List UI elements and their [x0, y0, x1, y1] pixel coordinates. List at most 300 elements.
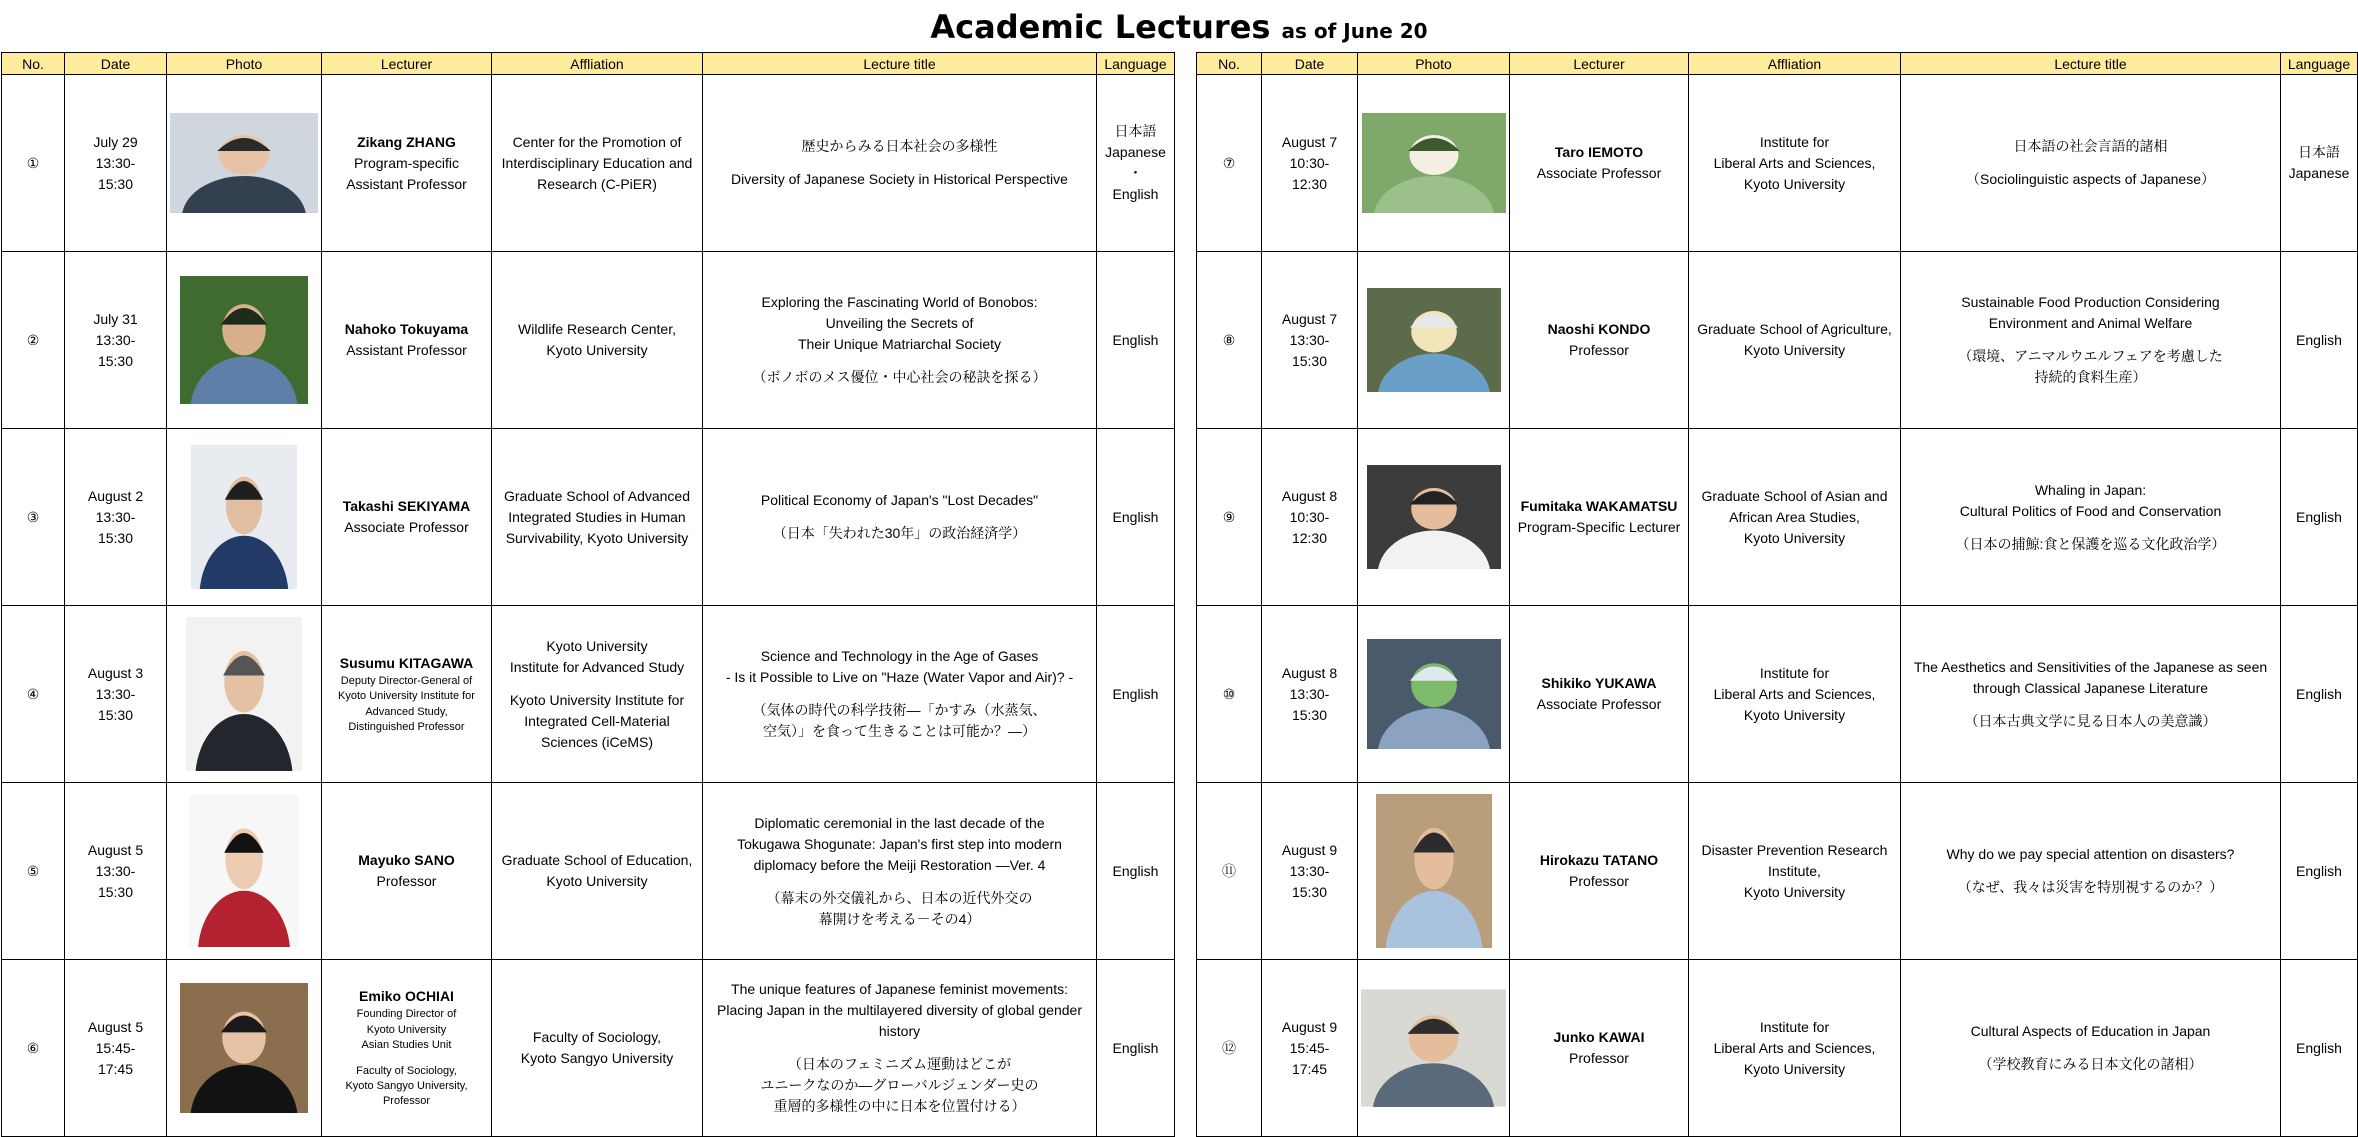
language-line: Japanese	[1105, 144, 1166, 160]
lecture-title-line: 日本語の社会言語的諸相	[2013, 138, 2168, 154]
lecture-table-left	[1, 52, 1175, 1137]
lecturer-affiliation	[1689, 252, 1901, 429]
lecturer-name: Shikiko YUKAWA	[1541, 675, 1657, 691]
affiliation-line: Kyoto Sangyo University	[520, 1050, 674, 1066]
lecturer-position: Distinguished Professor	[348, 720, 465, 733]
affiliation-line: Liberal Arts and Sciences,	[1713, 1039, 1876, 1056]
date-line: August 8	[1281, 664, 1338, 681]
lecturer-position: Deputy Director-General of	[340, 674, 473, 687]
affiliation-line: Survivability, Kyoto University	[505, 529, 689, 546]
date-line: August 5	[87, 841, 144, 858]
lecture-title-line: Sustainable Food Production Considering	[1961, 294, 2220, 310]
lecturer-position: Advanced Study,	[365, 705, 448, 718]
lecturer	[322, 960, 492, 1137]
lecture-title-line: Diplomatic ceremonial in the last decade of the	[754, 814, 1045, 831]
date-line: 13:30-	[95, 862, 136, 879]
lecturer-photo-cell	[167, 606, 322, 783]
lecturer-position: Professor	[376, 873, 437, 889]
date-line: August 2	[87, 487, 144, 504]
lecturer-position: Professor	[382, 1095, 431, 1108]
lecture-title-line: Cultural Politics of Food and Conservation	[1959, 502, 2222, 519]
lecturer-position: Professor	[1569, 342, 1629, 358]
affiliation-line: Sciences (iCeMS)	[540, 733, 654, 750]
lecturer-name: Zikang ZHANG	[357, 133, 456, 150]
lecture-title-line: （日本古典文学に見る日本人の美意識）	[1964, 712, 2217, 729]
lecture-date	[65, 429, 167, 606]
affiliation-line: Kyoto University	[1743, 529, 1846, 546]
lecture-title	[1901, 252, 2281, 429]
lecturer-photo	[1361, 794, 1506, 948]
lecturer-position: Professor	[1569, 873, 1629, 889]
date-line: August 3	[87, 664, 144, 681]
language-line: Japanese	[2288, 165, 2350, 181]
date-line: July 29	[93, 133, 138, 150]
lecturer-name: Mayuko SANO	[358, 852, 455, 868]
lecturer-photo	[170, 445, 318, 589]
lecture-date	[1262, 783, 1358, 960]
lecture-title-line: （学校教育にみる日本文化の諸相）	[1978, 1056, 2203, 1072]
lecture-number: ③	[2, 429, 65, 606]
language-line: English	[2296, 331, 2342, 348]
lecturer	[322, 606, 492, 783]
lecture-title-line: （環境、アニマルウエルフェアを考慮した	[1958, 348, 2223, 364]
lecturer-position-detail	[325, 1007, 488, 1109]
col-header-lecturer: Lecturer	[322, 53, 492, 75]
lecturer-photo-cell	[1358, 75, 1510, 252]
date-line: 13:30-	[95, 331, 136, 348]
spacer	[325, 1054, 488, 1064]
lecturer-photo	[1361, 639, 1506, 749]
lecture-number: ⑧	[1197, 252, 1262, 429]
lecturer-photo	[1361, 989, 1506, 1107]
lecturer	[322, 429, 492, 606]
date-line: 17:45	[97, 1060, 134, 1077]
lecturer-affiliation	[1689, 606, 1901, 783]
lecture-language	[2281, 252, 2358, 429]
date-line: 15:30	[97, 352, 134, 369]
lecturer	[1510, 606, 1689, 783]
date-line: August 7	[1281, 133, 1338, 150]
lecturer	[322, 783, 492, 960]
lecture-table-right	[1196, 52, 2358, 1137]
lecturer-position: Professor	[1569, 1050, 1629, 1066]
lecture-language	[2281, 783, 2358, 960]
lecturer-name: Fumitaka WAKAMATSU	[1520, 498, 1678, 514]
date-line: 13:30-	[1289, 331, 1330, 348]
spacer	[706, 876, 1093, 888]
lecturer-affiliation	[492, 960, 703, 1137]
lecture-date	[1262, 429, 1358, 606]
col-header-no: No.	[1197, 53, 1262, 75]
affiliation-line: Institute for Advanced Study	[509, 658, 685, 675]
lecture-title-line: （日本の捕鯨:食と保護を巡る文化政治学）	[1955, 535, 2226, 552]
lecture-number: ⑪	[1197, 783, 1262, 960]
lecturer	[322, 252, 492, 429]
language-line: English	[2296, 685, 2342, 702]
lecture-language	[2281, 429, 2358, 606]
language-line: ・	[1128, 165, 1143, 181]
lecture-title-line: The unique features of Japanese feminist movements:	[731, 981, 1068, 997]
language-line: English	[1112, 685, 1159, 702]
lecturer-name: Nahoko Tokuyama	[344, 321, 469, 337]
spacer	[495, 678, 699, 690]
lecture-title	[1901, 783, 2281, 960]
lecture-title	[703, 252, 1097, 429]
table-row	[1197, 252, 2358, 429]
col-header-no: No.	[2, 53, 65, 75]
lecturer-position: Asian Studies Unit	[361, 1039, 452, 1052]
lecture-title	[703, 429, 1097, 606]
date-line: 17:45	[1291, 1060, 1328, 1077]
lecture-title-line: （幕末の外交儀礼から、日本の近代外交の	[766, 889, 1033, 906]
lecturer-photo-cell	[167, 75, 322, 252]
lecture-title-line: Diversity of Japanese Society in Historical Perspective	[731, 171, 1068, 187]
spacer	[1904, 1042, 2277, 1054]
lecturer-photo	[170, 983, 318, 1113]
affiliation-line: Integrated Cell-Material	[524, 712, 670, 729]
affiliation-line: African Area Studies,	[1729, 508, 1860, 525]
affiliation-line: Institute for	[1759, 664, 1830, 681]
col-header-language: Language	[1097, 53, 1175, 75]
lecturer	[1510, 429, 1689, 606]
language-line: English	[1112, 862, 1159, 879]
lecture-title-line: 歴史からみる日本社会の多様性	[801, 138, 998, 154]
date-line: August 9	[1281, 1018, 1338, 1035]
lecture-number: ①	[2, 75, 65, 252]
language-line: 日本語	[2298, 144, 2340, 160]
lecture-number: ⑩	[1197, 606, 1262, 783]
lecture-title-line: （Sociolinguistic aspects of Japanese）	[1965, 171, 2216, 187]
lecturer-photo	[1361, 465, 1506, 569]
col-header-date: Date	[65, 53, 167, 75]
page-title-date: as of June 20	[1281, 19, 1428, 43]
lecturer-position: Kyoto University Institute for	[338, 690, 475, 703]
date-line: 13:30-	[95, 154, 136, 171]
language-line: English	[1112, 1039, 1159, 1056]
lecture-number: ⑤	[2, 783, 65, 960]
table-row	[2, 429, 1175, 606]
col-header-lecture-title: Lecture title	[1901, 53, 2281, 75]
affiliation-line: Graduate School of Education,	[501, 852, 693, 868]
affiliation-line: Kyoto University Institute for	[509, 691, 685, 708]
lecture-title-line: Tokugawa Shogunate: Japan's first step into modern	[737, 835, 1062, 852]
lecture-title-line: Why do we pay special attention on disasters?	[1946, 846, 2235, 862]
affiliation-line: Center for the Promotion of	[512, 133, 682, 150]
lecturer-position: Kyoto Sangyo University,	[345, 1079, 468, 1092]
affiliation-line: Disaster Prevention Research	[1701, 841, 1888, 858]
spacer	[706, 1042, 1093, 1054]
language-line: English	[1112, 331, 1159, 348]
lecture-title-line: （日本「失われた30年」の政治経済学）	[772, 525, 1027, 541]
affiliation-line: Graduate School of Advanced	[503, 487, 691, 504]
date-line: 15:30	[97, 883, 134, 900]
lecturer-name: Emiko OCHIAI	[359, 988, 454, 1005]
lecture-title-line: through Classical Japanese Literature	[1972, 679, 2209, 696]
lecturer-affiliation	[492, 783, 703, 960]
col-header-affiliation: Affliation	[1689, 53, 1901, 75]
col-header-lecture-title: Lecture title	[703, 53, 1097, 75]
lecture-title-line: ユニークなのか―グローバルジェンダー史の	[760, 1077, 1039, 1093]
lecturer-name: Taro IEMOTO	[1554, 144, 1644, 160]
col-header-date: Date	[1262, 53, 1358, 75]
lecture-title	[703, 606, 1097, 783]
affiliation-line: Research (C-PiER)	[537, 175, 657, 192]
lecturer-photo	[170, 617, 318, 771]
date-line: 12:30	[1291, 175, 1328, 192]
lecturer-position: Faculty of Sociology,	[356, 1064, 457, 1077]
lecturer	[1510, 960, 1689, 1137]
lecture-language	[1097, 429, 1175, 606]
date-line: August 7	[1281, 310, 1338, 327]
lecture-title-line: （日本のフェミニズム運動はどこが	[787, 1056, 1012, 1072]
date-line: 15:30	[97, 529, 134, 546]
affiliation-line: Institute for	[1759, 1018, 1830, 1035]
lecturer-position: Associate Professor	[344, 519, 469, 535]
language-line: English	[1112, 186, 1159, 202]
spacer	[1904, 522, 2277, 534]
lecturer-photo-cell	[1358, 960, 1510, 1137]
lecturer-photo-cell	[1358, 783, 1510, 960]
language-line: English	[2296, 508, 2342, 525]
date-line: 15:30	[97, 175, 134, 192]
spacer	[706, 157, 1093, 169]
lecturer-photo	[170, 276, 318, 404]
lecturer-affiliation	[1689, 75, 1901, 252]
date-line: 13:30-	[95, 685, 136, 702]
affiliation-line: Kyoto University	[1743, 342, 1846, 358]
lecture-number: ②	[2, 252, 65, 429]
date-line: 15:45-	[95, 1039, 136, 1056]
lecture-date	[65, 960, 167, 1137]
lecturer-photo-cell	[167, 252, 322, 429]
lecturer-photo-cell	[167, 429, 322, 606]
affiliation-line: Kyoto University	[1743, 1060, 1846, 1077]
date-line: 12:30	[1291, 529, 1328, 546]
lecture-title-line: Unveiling the Secrets of	[825, 315, 974, 331]
lecture-title-line: （なぜ、我々は災害を特別視するのか？）	[1957, 879, 2224, 895]
lecturer-name: Junko KAWAI	[1553, 1029, 1645, 1045]
lecturer-position: Assistant Professor	[346, 175, 467, 192]
lecturer	[1510, 75, 1689, 252]
affiliation-line: Kyoto University	[1743, 883, 1846, 900]
lecturer-affiliation	[1689, 429, 1901, 606]
lecturer-affiliation	[492, 75, 703, 252]
col-header-photo: Photo	[167, 53, 322, 75]
lecturer-photo	[170, 795, 318, 947]
table-header-row	[2, 53, 1175, 75]
lecture-number: ⑦	[1197, 75, 1262, 252]
spacer	[706, 355, 1093, 367]
lecturer-position: Kyoto University	[366, 1023, 447, 1036]
lecture-date	[1262, 606, 1358, 783]
language-line: English	[1112, 508, 1159, 525]
date-line: 13:30-	[95, 508, 136, 525]
lecturer-affiliation	[1689, 783, 1901, 960]
lecture-title	[1901, 960, 2281, 1137]
affiliation-line: Kyoto University	[1743, 706, 1846, 723]
lecture-title-line: （気体の時代の科学技術―「かすみ（水蒸気、	[752, 702, 1047, 718]
date-line: August 9	[1281, 841, 1338, 858]
affiliation-line: Institute,	[1768, 862, 1821, 879]
lecture-date	[1262, 75, 1358, 252]
lecturer-name: Naoshi KONDO	[1547, 321, 1651, 337]
lecture-number: ⑫	[1197, 960, 1262, 1137]
lecture-language	[1097, 960, 1175, 1137]
spacer	[1904, 865, 2277, 877]
lecture-title-line: 幕開けを考える－その4）	[818, 910, 981, 927]
lecturer-position: Program-specific	[353, 154, 460, 171]
lecturer-name: Takashi SEKIYAMA	[342, 498, 471, 514]
lecturer-position: Founding Director of	[356, 1008, 457, 1021]
lecture-title-line: 持続的食料生産）	[2034, 369, 2147, 385]
affiliation-line: Wildlife Research Center,	[518, 321, 676, 337]
affiliation-line: Kyoto University	[1743, 175, 1846, 192]
lecture-language	[2281, 960, 2358, 1137]
table-row	[2, 960, 1175, 1137]
lecture-date	[1262, 960, 1358, 1137]
lecture-title-line: （ボノボのメス優位・中心社会の秘訣を探る）	[752, 369, 1047, 385]
page-title-main: Academic Lectures	[930, 8, 1271, 46]
date-line: 10:30-	[1289, 508, 1330, 525]
page-title	[0, 8, 2358, 46]
lecture-title-line: 重層的多様性の中に日本を位置付ける）	[773, 1098, 1026, 1114]
lecture-date	[65, 606, 167, 783]
table-row	[2, 606, 1175, 783]
lecture-number: ④	[2, 606, 65, 783]
lecturer-position: Program-Specific Lecturer	[1517, 519, 1681, 535]
affiliation-line: Graduate School of Asian and	[1701, 487, 1888, 504]
date-line: 15:45-	[1289, 1039, 1330, 1056]
affiliation-line: Faculty of Sociology,	[532, 1029, 662, 1045]
language-line: English	[2296, 862, 2342, 879]
spacer	[706, 511, 1093, 523]
lecture-title-line: Science and Technology in the Age of Gases	[760, 648, 1039, 664]
lecture-title-line: The Aesthetics and Sensitivities of the Japanese as seen	[1913, 658, 2268, 675]
lecture-number: ⑨	[1197, 429, 1262, 606]
lecturer-photo-cell	[1358, 252, 1510, 429]
lecturer-position: Assistant Professor	[346, 342, 467, 358]
lecturer-photo	[1361, 113, 1506, 213]
col-header-lecturer: Lecturer	[1510, 53, 1689, 75]
lecture-date	[65, 783, 167, 960]
spacer	[1904, 699, 2277, 711]
lecturer	[322, 75, 492, 252]
lecturer-affiliation	[492, 429, 703, 606]
affiliation-line: Kyoto University	[546, 637, 648, 654]
lecture-language	[1097, 783, 1175, 960]
col-header-language: Language	[2281, 53, 2358, 75]
table-row	[2, 783, 1175, 960]
lecture-title-line: Political Economy of Japan's "Lost Decades"	[760, 492, 1039, 508]
lecturer-photo-cell	[1358, 429, 1510, 606]
lecture-language	[1097, 75, 1175, 252]
date-line: 13:30-	[1289, 685, 1330, 702]
lecturer-name: Hirokazu TATANO	[1539, 852, 1659, 868]
date-line: 10:30-	[1289, 154, 1330, 171]
col-header-affiliation: Affliation	[492, 53, 703, 75]
date-line: August 8	[1281, 487, 1338, 504]
lecturer-name: Susumu KITAGAWA	[339, 654, 474, 671]
affiliation-line: Institute for	[1759, 133, 1830, 150]
lecture-date	[65, 75, 167, 252]
lecture-title	[1901, 75, 2281, 252]
lecture-title-line: Exploring the Fascinating World of Bonobos:	[761, 294, 1038, 310]
language-line: 日本語	[1114, 123, 1157, 139]
date-line: 15:30	[1291, 706, 1328, 723]
lecture-title	[703, 783, 1097, 960]
lecture-title-line: Environment and Animal Welfare	[1988, 315, 2193, 331]
lecturer-affiliation	[492, 252, 703, 429]
date-line: 13:30-	[1289, 862, 1330, 879]
lecturer-photo-cell	[167, 783, 322, 960]
lecture-language	[1097, 606, 1175, 783]
lecture-title	[1901, 606, 2281, 783]
lecture-title-line: Cultural Aspects of Education in Japan	[1970, 1023, 2211, 1039]
affiliation-line: Graduate School of Agriculture,	[1697, 321, 1892, 337]
lecture-language	[2281, 75, 2358, 252]
lecture-number: ⑥	[2, 960, 65, 1137]
lecture-title-line: 空気）」を食って生きることは可能か？―）	[763, 723, 1036, 739]
lecture-title-line: Whaling in Japan:	[2034, 481, 2147, 498]
date-line: 15:30	[97, 706, 134, 723]
date-line: 15:30	[1291, 883, 1328, 900]
lecturer-affiliation	[492, 606, 703, 783]
table-row	[1197, 783, 2358, 960]
language-line: English	[2296, 1039, 2342, 1056]
lecturer-photo	[1361, 288, 1506, 392]
table-row	[1197, 75, 2358, 252]
spacer	[1904, 157, 2277, 169]
affiliation-line: Interdisciplinary Education and	[501, 154, 693, 171]
lecture-date	[65, 252, 167, 429]
date-line: August 5	[87, 1018, 144, 1035]
lecture-title	[1901, 429, 2281, 606]
spacer	[706, 688, 1093, 700]
affiliation-line: Liberal Arts and Sciences,	[1713, 685, 1876, 702]
lecture-date	[1262, 252, 1358, 429]
lecture-title-line: - Is it Possible to Live on "Haze (Water Vapor and Air)? -	[725, 669, 1074, 685]
lecture-title	[703, 960, 1097, 1137]
spacer	[1904, 334, 2277, 346]
affiliation-line: Integrated Studies in Human	[508, 508, 686, 525]
col-header-photo: Photo	[1358, 53, 1510, 75]
lecture-language	[2281, 606, 2358, 783]
table-row	[1197, 960, 2358, 1137]
lecture-title-line: history	[878, 1023, 921, 1039]
affiliation-line: Kyoto University	[546, 342, 648, 358]
lecture-title	[703, 75, 1097, 252]
lecturer-photo-cell	[1358, 606, 1510, 783]
affiliation-line: Kyoto University	[546, 873, 648, 889]
lecturer	[1510, 783, 1689, 960]
date-line: 15:30	[1291, 352, 1328, 369]
lecturer-position: Associate Professor	[1536, 696, 1662, 712]
table-row	[1197, 429, 2358, 606]
lecturer-affiliation	[1689, 960, 1901, 1137]
date-line: July 31	[93, 310, 138, 327]
table-header-row	[1197, 53, 2358, 75]
table-row	[2, 75, 1175, 252]
lecture-title-line: Placing Japan in the multilayered diversity of global gender	[717, 1002, 1082, 1018]
affiliation-line: Liberal Arts and Sciences,	[1713, 154, 1876, 171]
table-row	[1197, 606, 2358, 783]
lecturer-photo	[170, 113, 318, 213]
lecturer-position: Associate Professor	[1536, 165, 1662, 181]
lecture-title-line: diplomacy before the Meiji Restoration ―Ver. 4	[753, 856, 1046, 873]
lecturer-photo-cell	[167, 960, 322, 1137]
table-row	[2, 252, 1175, 429]
lecturer-position-detail	[325, 674, 488, 736]
